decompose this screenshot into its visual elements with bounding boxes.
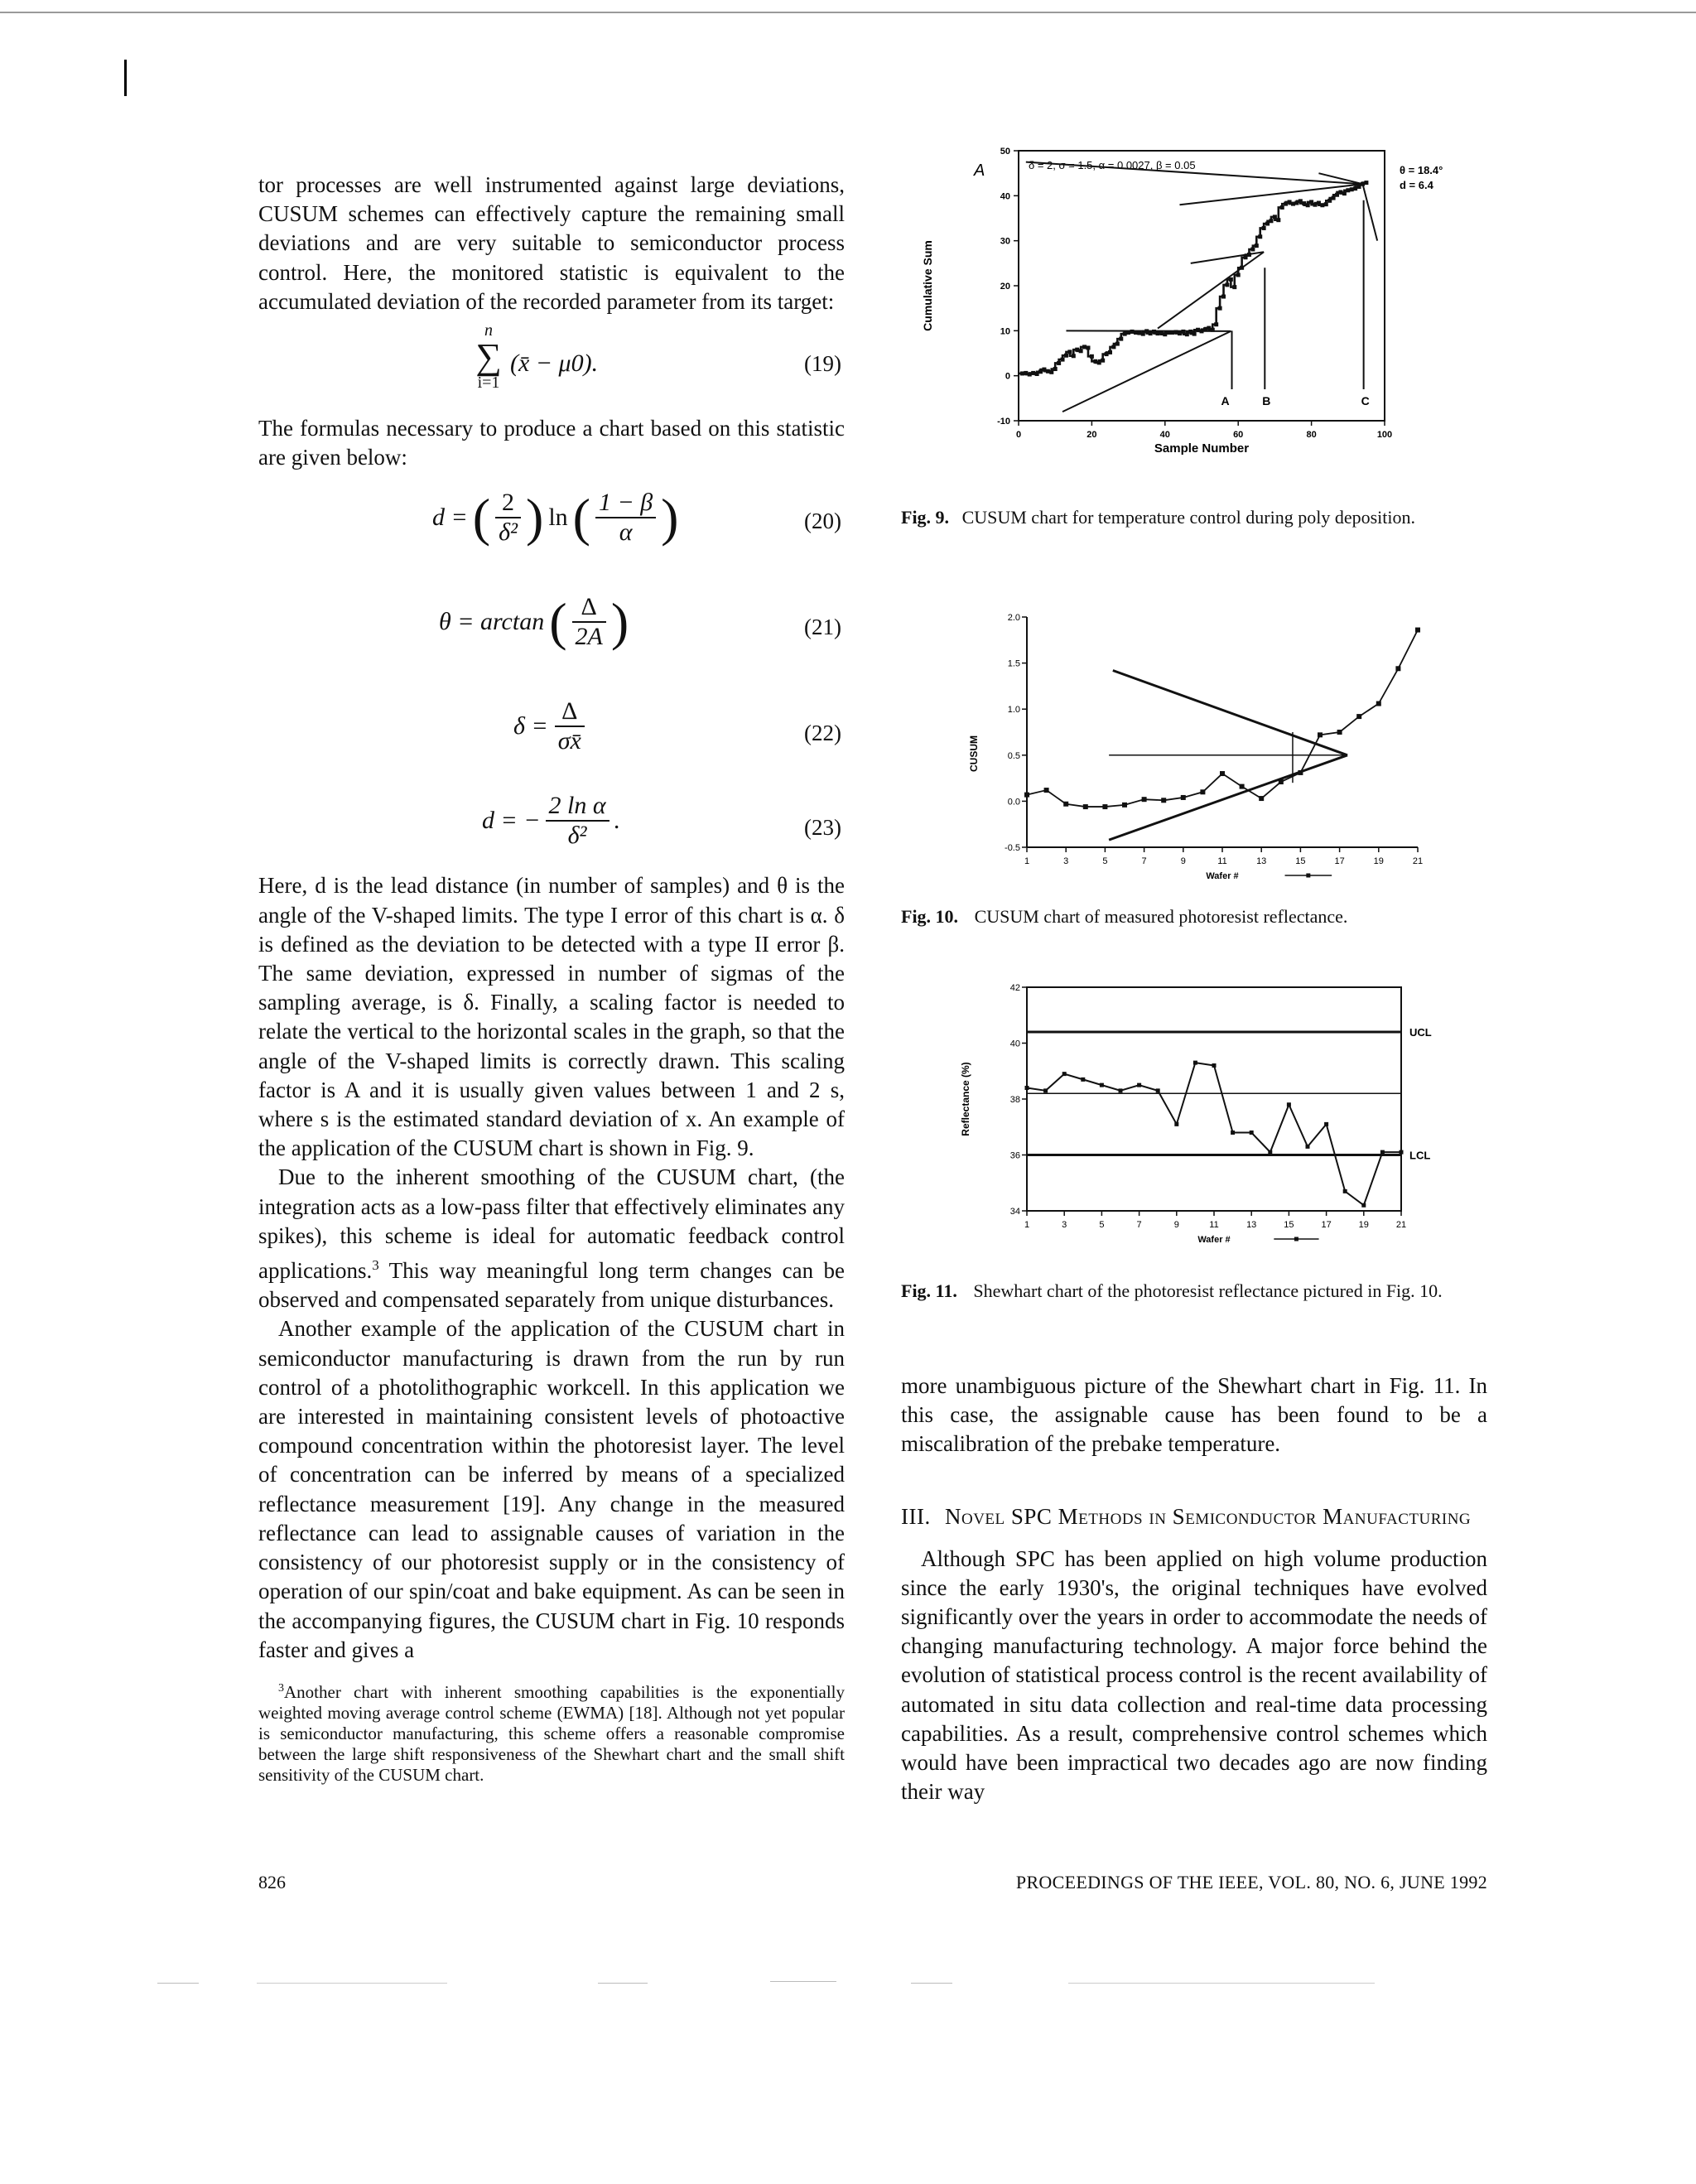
fig9-data-point (1046, 369, 1050, 374)
fig10-data-point (1102, 804, 1107, 809)
left-column (258, 171, 845, 1786)
eq21-frac-num: Δ (572, 593, 606, 623)
eq21-lhs: θ = arctan (439, 608, 545, 636)
fig9-data-point (1035, 372, 1039, 376)
fig10-data-point (1024, 793, 1029, 798)
fig9-data-point (1134, 330, 1138, 335)
fig9-data-point (1144, 329, 1149, 333)
fig9-data-point (1357, 185, 1361, 189)
fig10-data-point (1337, 730, 1342, 735)
fig9-data-point (1232, 285, 1236, 289)
fig11-xtick-label: 15 (1284, 1220, 1294, 1230)
eq22-number: (22) (804, 721, 841, 746)
eq22-frac-den: σx̄ (557, 727, 581, 755)
fig9-data-point (1082, 345, 1086, 349)
eq20-frac2-num: 1 − β (595, 489, 656, 518)
fig9-data-point (1236, 272, 1241, 277)
equation-21: θ = arctan ( $\frac{\Delta}{2A}$ ) (21) (439, 592, 841, 652)
fig11-chart (944, 977, 1458, 1263)
fig9-data-point (1152, 330, 1156, 334)
example-paragraph: Another example of the application of the CUSUM chart in semiconductor manufacturing is drawn from the run by run control of a photolithographic workcell. In this application we are interested in maintaining consistent levels of photoactive compound concentration within the photoresist layer. The level of concentration can be inferred by means of a specialized reflectance measurement [19]. Any change in the measured reflectance can lead to assignable causes of variation in the consistency of our photoresist supply or in the consistency of operation of our spin/coat and bake equipment. As can be seen in the accompanying figures, the CUSUM chart in Fig. 10 responds faster and gives a (258, 1316, 845, 1662)
fig9-data-point (1105, 352, 1109, 356)
fig9-vmask-b-lower-arm (1158, 252, 1264, 328)
scan-artifact (157, 1983, 199, 1984)
fig11-data-point (1287, 1102, 1291, 1106)
fig9-ytick-label: -10 (997, 417, 1010, 427)
fig9-data-point (1244, 255, 1248, 259)
fig9-data-point (1247, 253, 1251, 257)
fig11-xtick-label: 11 (1209, 1220, 1219, 1230)
fig9-data-point (1181, 330, 1185, 334)
fig9-data-point (1265, 222, 1270, 226)
fig11-data-point (1212, 1063, 1217, 1068)
fig9-data-point (1361, 182, 1365, 186)
eq23-tail: . (614, 807, 621, 835)
fig9-data-point (1250, 247, 1255, 251)
fig9-corner-label: A (974, 162, 985, 180)
section-paragraph: Although SPC has been applied on high volume production since the early 1930's, the original techniques have evolved significantly over the years in order to accommodate the needs of changing manufacturing technology. A major force behind the evolution of statistical process control is the recent availability of automated in situ data collection and real-time data processing capabilities. As a result, comprehensive control schemes which would have been impractical two decades ago are now finding their way (901, 1545, 1487, 1805)
fig9-data-point (1061, 358, 1065, 362)
fig9-data-point (1291, 202, 1295, 206)
fig9-ytick-label: 40 (1000, 191, 1010, 202)
fig9-data-point (1042, 368, 1046, 372)
fig9-data-point (1101, 359, 1105, 363)
fig9-ytick-label: 50 (1000, 147, 1010, 157)
fig9-data-point (1196, 328, 1200, 332)
fig11-data-point (1306, 1145, 1310, 1149)
eq23-lhs: d = − (482, 807, 541, 835)
eq21-frac-den: 2A (575, 623, 603, 651)
fig9-data-point (1141, 332, 1145, 336)
fig9-data-point (1332, 196, 1336, 200)
equation-20: d = ( $\frac{2}{\text{δ²}}$ ) ln ( $\frac{1 - \beta}{\alpha}$ ) (20) (432, 488, 841, 547)
fig11-ytick-label: 40 (1009, 1039, 1020, 1049)
fig9-data-point (1288, 200, 1292, 204)
fig9-data-point (1079, 349, 1083, 353)
fig9-data-point (1178, 331, 1182, 335)
footnote-text: Another chart with inherent smoothing capabilities is the exponentially weighted moving average control scheme (EWMA) [18]. Although not yet popular is semiconductor manufacturing, this scheme offers a reasonable compromise between the large shift responsiveness of the Shewhart chart and the small shift sensitivity of the CUSUM chart. (258, 1681, 845, 1785)
fig11-ytick-label: 36 (1009, 1150, 1020, 1161)
fig9-data-point (1207, 326, 1211, 330)
fig9-xtick-label: 60 (1233, 430, 1244, 440)
fig9-data-point (1188, 330, 1192, 334)
page-top-rule (0, 12, 1696, 13)
fig10-chart (944, 609, 1441, 894)
fig9-data-point (1028, 373, 1032, 377)
smoothing-text-a: Due to the inherent smoothing of the CUSUM chart, (the integration acts as a low-pass filter that effectively eliminates any spikes), this scheme is ideal for automatic feedback control applications. (258, 1164, 845, 1284)
fig11-data-point (1137, 1083, 1141, 1087)
fig9-data-point (1313, 203, 1318, 207)
page-number: 826 (258, 1872, 286, 1892)
fig10-xtick-label: 21 (1412, 856, 1424, 866)
journal-footer: PROCEEDINGS OF THE IEEE, VOL. 80, NO. 6, JUNE 1992 (1015, 1872, 1487, 1892)
fig11-legend-marker (1294, 1237, 1298, 1241)
fig10-caption-text: CUSUM chart of measured photoresist reflectance. (974, 906, 1348, 927)
scan-artifact (598, 1983, 648, 1984)
fig10-data-point (1181, 795, 1186, 800)
eq23-number: (23) (804, 815, 841, 841)
fig9-marker-label: A (1221, 393, 1230, 407)
fig9-xtick-label: 80 (1306, 430, 1317, 440)
fig9-frame (1019, 151, 1385, 421)
eq22-frac-num: Δ (555, 697, 585, 727)
fig9-vmask-c-arrow (1362, 184, 1377, 240)
fig9-data-point (1086, 345, 1090, 350)
fig10-data-point (1259, 796, 1264, 801)
fig11-data-point (1324, 1122, 1328, 1126)
fig10-xtick-label: 7 (1141, 856, 1147, 866)
fig9-data-point (1119, 337, 1123, 341)
fig10-vmask-upper-arm (1113, 670, 1347, 755)
fig9-data-point (1149, 331, 1153, 335)
fig9-series-line (1019, 183, 1366, 374)
fig9-data-point (1072, 354, 1076, 358)
smoothing-text-b: This way meaningful long term changes can be observed and compensated separately from unique disturbances. (258, 1258, 845, 1313)
fig9-data-point (1130, 330, 1135, 334)
eq21-number: (21) (804, 615, 841, 640)
fig9-data-point (1324, 202, 1328, 206)
fig10-data-point (1063, 802, 1068, 807)
fig9-data-point (1137, 331, 1141, 335)
fig9-data-point (1218, 306, 1222, 311)
fig10-data-point (1240, 784, 1245, 789)
fig9-data-point (1067, 350, 1072, 354)
eq23-frac-num: 2 ln α (546, 792, 610, 822)
fig10-ytick-label: 1.5 (1007, 658, 1020, 669)
fig11-ytick-label: 34 (1009, 1207, 1020, 1217)
fig10-data-point (1200, 789, 1205, 794)
fig9-data-point (1159, 331, 1164, 335)
fig9-data-point (1090, 354, 1094, 359)
fig10-data-point (1376, 701, 1381, 706)
fig11-data-point (1119, 1088, 1123, 1092)
fig11-xtick-label: 9 (1173, 1220, 1179, 1230)
fig9-data-point (1298, 199, 1303, 203)
fig9-data-point (1317, 201, 1321, 205)
scan-margin-mark (124, 60, 127, 96)
fig9-data-point (1269, 219, 1273, 223)
fig9-data-point (1364, 181, 1368, 185)
fig9-data-point (1284, 202, 1288, 206)
fig9-xtick-label: 40 (1159, 430, 1170, 440)
fig10-ytick-label: -0.5 (1005, 843, 1020, 853)
fig9-data-point (1320, 203, 1324, 207)
fig11-data-point (1043, 1088, 1048, 1092)
fig11-data-point (1193, 1061, 1197, 1065)
fig9-data-point (1255, 243, 1259, 248)
fig9-data-point (1338, 190, 1342, 194)
fig9-data-point (1327, 199, 1332, 203)
fig9-data-point (1049, 370, 1053, 374)
fig11-label: Fig. 11. (901, 1280, 957, 1301)
fig11-data-point (1081, 1078, 1085, 1082)
fig11-data-point (1231, 1131, 1235, 1135)
fig11-data-point (1343, 1189, 1347, 1193)
fig10-data-point (1161, 798, 1166, 803)
fig9-data-point (1280, 205, 1284, 210)
footnote-marker: 3 (278, 1681, 284, 1695)
fig11-data-point (1156, 1088, 1160, 1092)
fig9-data-point (1108, 350, 1112, 354)
footnote-ref: 3 (372, 1257, 379, 1274)
fig9-data-point (1203, 327, 1207, 331)
fig9-data-point (1229, 277, 1233, 282)
scan-artifact (257, 1983, 447, 1984)
fig10-data-point (1044, 788, 1049, 793)
fig11-xtick-label: 21 (1395, 1220, 1407, 1230)
fig11-frame (1027, 987, 1401, 1211)
fig11-xtick-label: 1 (1024, 1220, 1030, 1230)
fig11-xtick-label: 17 (1321, 1220, 1332, 1230)
fig11-ytick-label: 42 (1009, 983, 1020, 993)
fig9-caption-text: CUSUM chart for temperature control during poly deposition. (961, 507, 1416, 528)
fig9-data-point (1192, 332, 1197, 336)
fig10-xtick-label: 3 (1063, 856, 1069, 866)
eq20-ln: ln (548, 504, 568, 532)
fig10-label: Fig. 10. (901, 906, 959, 927)
fig9-data-point (1273, 215, 1277, 219)
fig9-data-point (1155, 331, 1159, 335)
fig11-xlabel: Wafer # (1197, 1235, 1231, 1245)
equation-19 (258, 316, 845, 414)
eq19-body: (x̄ − μ0). (510, 350, 599, 378)
fig11-xtick-label: 7 (1136, 1220, 1142, 1230)
fig10-data-point (1318, 732, 1323, 737)
fig9-marker-label: C (1361, 393, 1370, 407)
fig9-theta-label: θ = 18.4° (1400, 164, 1443, 176)
right-column-text (901, 1372, 1487, 1806)
fig9-data-point (1211, 328, 1215, 332)
fig9-data-point (1126, 330, 1130, 335)
fig10-data-point (1279, 779, 1284, 784)
fig11-data-point (1025, 1086, 1029, 1090)
fig9-data-point (1353, 186, 1357, 190)
scan-artifact (911, 1983, 952, 1984)
fig10-data-point (1395, 666, 1400, 671)
fig10-ytick-label: 0.0 (1007, 797, 1020, 808)
fig9-data-point (1163, 332, 1167, 336)
fig9-xtick-label: 100 (1376, 430, 1393, 440)
fig11-data-point (1100, 1083, 1104, 1087)
fig10-data-point (1142, 797, 1147, 802)
fig9-xlabel: Sample Number (1154, 441, 1250, 456)
fig10-xtick-label: 19 (1373, 856, 1384, 866)
eq20-frac2-den: α (619, 518, 633, 547)
fig9-d-label: d = 6.4 (1400, 179, 1433, 191)
fig9-data-point (1306, 203, 1310, 207)
fig9-data-point (1342, 191, 1347, 195)
fig9-ytick-label: 20 (1000, 282, 1010, 292)
fig9-ytick-label: 0 (1005, 371, 1010, 382)
fig9-data-point (1053, 367, 1058, 371)
fig9-data-point (1302, 201, 1306, 205)
fig10-data-point (1298, 770, 1303, 775)
fig9-data-point (1221, 295, 1226, 299)
fig9-vmask-b-upper-arm (1191, 252, 1264, 263)
fig11-data-point (1174, 1122, 1178, 1126)
fig9-data-point (1258, 234, 1262, 239)
fig9-data-point (1167, 330, 1171, 335)
fig11-ucl-label: UCL (1409, 1026, 1432, 1039)
fig10-data-point (1220, 771, 1225, 776)
fig9-data-point (1097, 360, 1101, 364)
fig10-data-point (1083, 804, 1088, 809)
fig9-data-point (1200, 329, 1204, 333)
fig9-ylabel: Cumulative Sum (921, 240, 934, 331)
eq20-number: (20) (804, 509, 841, 534)
fig9-ytick-label: 10 (1000, 326, 1010, 337)
fig10-xtick-label: 9 (1180, 856, 1186, 866)
fig9-chart (911, 141, 1474, 480)
fig10-xtick-label: 1 (1024, 856, 1030, 866)
fig10-ytick-label: 1.0 (1007, 705, 1020, 716)
fig10-xtick-label: 15 (1295, 856, 1306, 866)
scan-artifact (770, 1981, 836, 1982)
equation-23 (258, 779, 845, 871)
fig9-vmask-a-lower-arm (1062, 331, 1231, 412)
section-number: III. (901, 1503, 931, 1529)
fig10-xtick-label: 11 (1217, 856, 1227, 866)
fig9-data-point (1185, 332, 1189, 336)
fig11-caption-text: Shewhart chart of the photoresist reflectance pictured in Fig. 10. (973, 1280, 1443, 1301)
fig10-ytick-label: 2.0 (1007, 613, 1020, 623)
fig9-data-point (1240, 266, 1244, 270)
section-title: Novel SPC Methods in Semiconductor Manufacturing (944, 1503, 1472, 1529)
fig9-data-point (1170, 330, 1174, 335)
fig9-ytick-label: 30 (1000, 236, 1010, 247)
fig11-data-point (1268, 1150, 1272, 1155)
fig10-data-point (1122, 803, 1127, 808)
fig9-data-point (1057, 361, 1061, 365)
scan-artifact (1068, 1983, 1375, 1984)
fig9-params-label: δ = 2, σ = 1.5, α = 0.0027, β = 0.05 (1029, 159, 1196, 171)
fig9-data-point (1115, 342, 1120, 346)
eq19-sum-top: n (484, 321, 493, 340)
eq22-lhs: δ = (513, 712, 548, 740)
fig9-xtick-label: 20 (1086, 430, 1097, 440)
fig11-data-point (1250, 1131, 1254, 1135)
fig9-data-point (1075, 348, 1079, 352)
sum-symbol: ∑ (475, 336, 502, 378)
fig9-data-point (1262, 226, 1266, 230)
fig11-xtick-label: 19 (1358, 1220, 1369, 1230)
fig10-xtick-label: 13 (1256, 856, 1267, 866)
fig9-data-point (1024, 371, 1028, 375)
fig10-caption (901, 906, 1481, 927)
fig9-data-point (1214, 322, 1218, 326)
smoothing-paragraph (258, 1163, 845, 1314)
fig9-data-point (1038, 369, 1043, 374)
fig11-xtick-label: 5 (1099, 1220, 1105, 1230)
fig9-data-point (1294, 201, 1298, 205)
fig11-data-point (1380, 1150, 1385, 1155)
fig9-xtick-label: 0 (1015, 430, 1022, 440)
fig9-data-point (1020, 371, 1024, 375)
fig9-data-point (1123, 332, 1127, 336)
definitions-paragraph: Here, d is the lead distance (in number of samples) and θ is the angle of the V-shaped limits. The type I error of this chart is α. δ is defined as the deviation to be detected with a type II error β. The same deviation, expressed in number of sigmas of the sampling average, is δ. Finally, a scaling factor is needed to relate the vertical to the horizontal scales in the graph, so that the angle of the V-shaped limits is correctly drawn. This scaling factor is A and it is usually given values between 1 and 2 s, where s is the estimated standard deviation of x. An example of the application of the CUSUM chart is shown in Fig. 9. (258, 873, 845, 1161)
fig11-lcl-label: LCL (1409, 1149, 1431, 1162)
section-heading (901, 1502, 1487, 1531)
fig9-data-point (1309, 200, 1313, 204)
fig11-ylabel: Reflectance (%) (960, 1062, 971, 1136)
fig9-data-point (1093, 359, 1097, 364)
eq23-frac-den: δ² (567, 822, 587, 850)
fig9-data-point (1335, 193, 1339, 197)
fig11-series-line (1027, 1063, 1401, 1205)
fig9-label: Fig. 9. (901, 507, 950, 528)
eq19-sum-bottom: i=1 (477, 374, 500, 393)
fig10-xtick-label: 17 (1334, 856, 1345, 866)
fig10-ylabel: CUSUM (968, 735, 980, 772)
fig11-caption (901, 1280, 1448, 1301)
fig9-data-point (1031, 371, 1035, 375)
eq20-frac1-den: δ² (499, 518, 518, 547)
fig9-marker-label: B (1262, 393, 1271, 407)
fig9-data-point (1346, 188, 1350, 192)
fig11-data-point (1062, 1072, 1067, 1076)
fig9-data-point (1111, 345, 1115, 349)
continued-paragraph: more unambiguous picture of the Shewhart chart in Fig. 11. In this case, the assignable cause has been found to be a miscalibration of the prebake temperature. (901, 1373, 1487, 1457)
fig10-xlabel: Wafer # (1206, 871, 1239, 881)
eq20-frac1-num: 2 (495, 489, 521, 518)
footnote (258, 1678, 845, 1786)
fig10-data-point (1356, 714, 1361, 719)
fig11-data-point (1400, 1150, 1404, 1155)
fig10-xtick-label: 5 (1102, 856, 1108, 866)
fig9-caption (901, 507, 1423, 528)
fig9-data-point (1225, 282, 1229, 287)
eq19-number: (19) (804, 351, 841, 377)
fig11-xtick-label: 3 (1062, 1220, 1067, 1230)
eq20-lhs: d = (432, 504, 468, 532)
fig11-xtick-label: 13 (1246, 1220, 1257, 1230)
fig11-data-point (1361, 1203, 1366, 1208)
fig9-data-point (1174, 330, 1178, 334)
fig9-data-point (1064, 354, 1068, 358)
fig10-legend-marker (1306, 874, 1310, 878)
fig9-data-point (1276, 218, 1280, 222)
formulas-paragraph: The formulas necessary to produce a chart based on this statistic are given below: (258, 416, 845, 470)
fig9-data-point (1350, 187, 1354, 191)
intro-paragraph: tor processes are well instrumented against large deviations, CUSUM schemes can effectively capture the remaining small deviations and are very suitable to semiconductor process control. Here, the monitored statistic is equivalent to the accumulated deviation of the recorded parameter from its target: (258, 172, 845, 314)
fig11-ytick-label: 38 (1009, 1095, 1020, 1105)
equation-22 (258, 679, 845, 779)
fig10-data-point (1415, 628, 1420, 633)
fig10-ytick-label: 0.5 (1007, 750, 1020, 761)
